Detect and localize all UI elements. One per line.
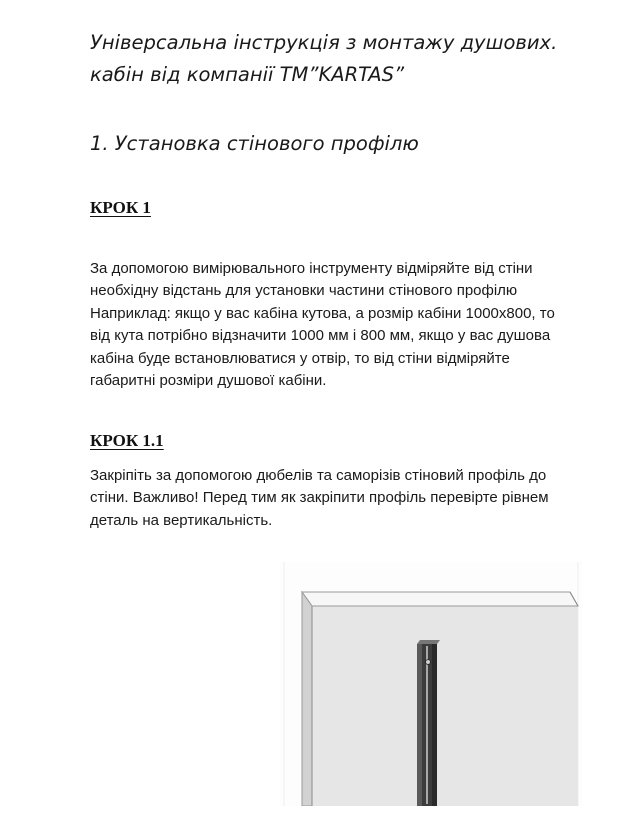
step-1-1-paragraph	[90, 465, 610, 532]
document-title-line-2: кабін від компанії ТМ”KARTAS”	[90, 63, 405, 86]
wall-panel-top-edge	[302, 592, 578, 606]
document-title-line-1: Універсальна інструкція з монтажу душових.	[90, 31, 558, 54]
wall-profile-illustration	[280, 562, 582, 806]
wall-panel-left-edge	[302, 592, 312, 806]
mounting-screw-icon	[426, 660, 431, 665]
step-1-1-heading: КРОК 1.1	[90, 431, 164, 450]
wall-profile-shadow	[432, 644, 437, 806]
wall-profile-side	[417, 644, 422, 806]
step-1-paragraph	[90, 258, 610, 392]
step-1-line: За допомогою вимірювального інструменту відміряйте від стіни	[90, 260, 533, 277]
step-1-heading: КРОК 1	[90, 198, 151, 217]
step-1-1-line: стіни. Важливо! Перед тим як закріпити профіль перевірте рівнем	[90, 489, 549, 507]
step-1-line: необхідну відстань для установки частини стінового профілю	[90, 282, 518, 300]
wall-profile-highlight	[426, 646, 428, 804]
section-title: 1. Установка стінового профілю	[90, 132, 419, 155]
wall-profile-top	[417, 640, 440, 644]
step-1-line: Наприклад: якщо у вас кабіна кутова, а розмір кабіни 1000х800, то	[90, 304, 555, 322]
step-1-line: від кута потрібно відзначити 1000 мм і 800 мм, якщо у вас душова	[90, 327, 551, 345]
step-1-line: габаритні розміри душової кабіни.	[90, 372, 327, 390]
wall-panel-face	[312, 606, 578, 806]
wall-profile-drawing	[280, 562, 582, 806]
step-1-line: кабіна буде встановлюватися у отвір, то від стіни відміряйте	[90, 349, 510, 367]
step-1-1-line: деталь на вертикальність.	[90, 511, 273, 529]
step-1-1-line: Закріпіть за допомогою дюбелів та саморізів стіновий профіль до	[90, 467, 547, 484]
